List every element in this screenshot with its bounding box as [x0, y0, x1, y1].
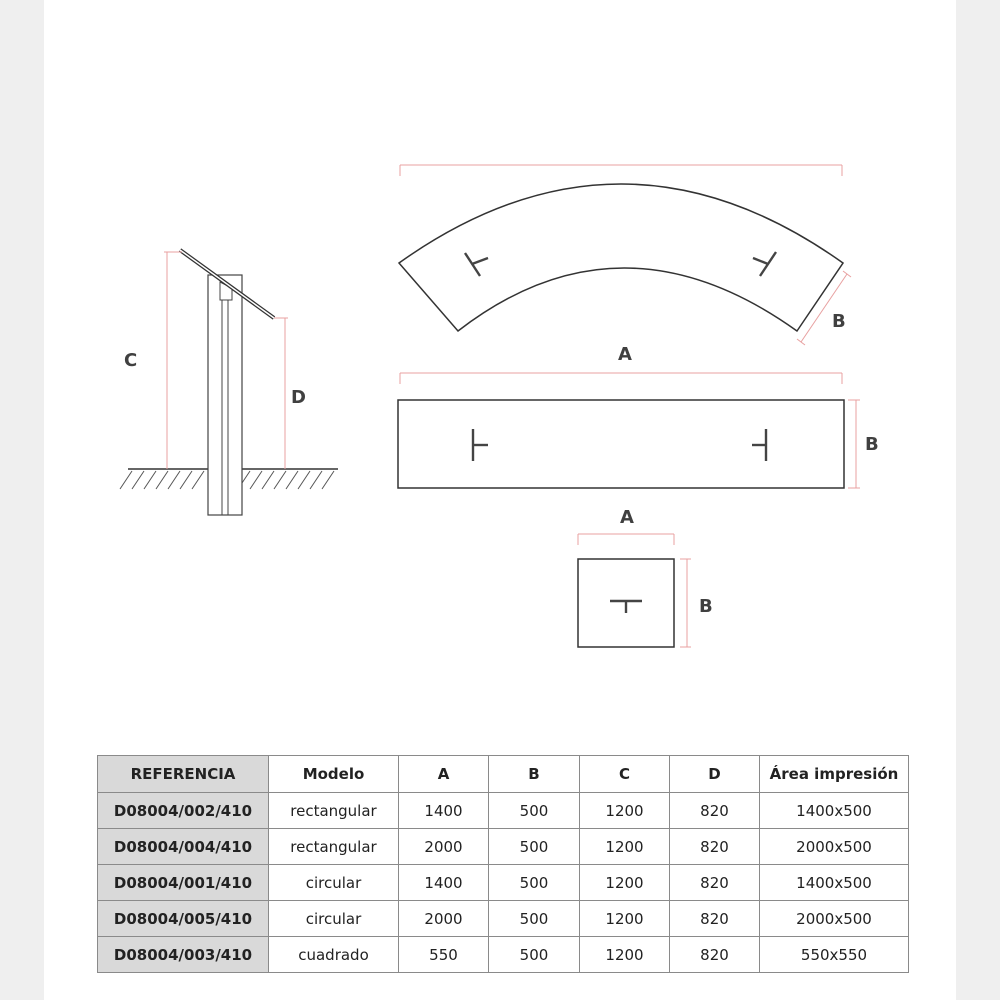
header-d: D	[670, 756, 760, 793]
cell-modelo: rectangular	[269, 793, 399, 829]
cell-ref: D08004/002/410	[98, 793, 269, 829]
curved-panel-view	[399, 165, 851, 365]
spec-table	[97, 755, 909, 973]
header-a: A	[399, 756, 489, 793]
cell-ref: D08004/003/410	[98, 937, 269, 973]
cell-c: 1200	[580, 937, 670, 973]
cell-c: 1200	[580, 865, 670, 901]
cell-b: 500	[489, 865, 580, 901]
cell-area: 1400x500	[760, 793, 909, 829]
cell-d: 820	[670, 937, 760, 973]
square-panel-view	[578, 534, 713, 647]
table-row	[98, 901, 909, 937]
dimension-c-label: C	[124, 350, 138, 371]
cell-modelo: cuadrado	[269, 937, 399, 973]
table-row	[98, 937, 909, 973]
header-modelo: Modelo	[269, 756, 399, 793]
cell-a: 2000	[399, 829, 489, 865]
cell-c: 1200	[580, 901, 670, 937]
cell-ref: D08004/001/410	[98, 865, 269, 901]
header-area: Área impresión	[760, 756, 909, 793]
cell-a: 550	[399, 937, 489, 973]
table-row	[98, 865, 909, 901]
cell-c: 1200	[580, 829, 670, 865]
header-c: C	[580, 756, 670, 793]
cell-area: 550x550	[760, 937, 909, 973]
cell-modelo: circular	[269, 901, 399, 937]
table-header-row	[98, 756, 909, 793]
curved-dimension-a-label: A	[618, 344, 632, 365]
cell-b: 500	[489, 901, 580, 937]
rect-dimension-b-label: B	[865, 434, 879, 455]
table-row	[98, 793, 909, 829]
cell-ref: D08004/004/410	[98, 829, 269, 865]
rect-panel-view	[398, 373, 879, 528]
cell-b: 500	[489, 937, 580, 973]
cell-modelo: circular	[269, 865, 399, 901]
rect-dimension-a-label: A	[620, 507, 634, 528]
side-view	[120, 250, 338, 515]
cell-area: 1400x500	[760, 865, 909, 901]
cell-ref: D08004/005/410	[98, 901, 269, 937]
cell-d: 820	[670, 793, 760, 829]
cell-b: 500	[489, 793, 580, 829]
dimension-d-label: D	[291, 387, 306, 408]
cell-d: 820	[670, 829, 760, 865]
header-referencia: REFERENCIA	[98, 756, 269, 793]
cell-modelo: rectangular	[269, 829, 399, 865]
cell-c: 1200	[580, 793, 670, 829]
cell-a: 1400	[399, 793, 489, 829]
post	[208, 275, 242, 515]
rect-panel	[398, 400, 844, 488]
square-dimension-b-label: B	[699, 596, 713, 617]
cell-area: 2000x500	[760, 829, 909, 865]
table-row	[98, 829, 909, 865]
cell-a: 1400	[399, 865, 489, 901]
cell-area: 2000x500	[760, 901, 909, 937]
cell-d: 820	[670, 865, 760, 901]
curved-panel	[399, 184, 843, 331]
header-b: B	[489, 756, 580, 793]
cell-d: 820	[670, 901, 760, 937]
cell-b: 500	[489, 829, 580, 865]
curved-dimension-b-label: B	[832, 311, 846, 332]
cell-a: 2000	[399, 901, 489, 937]
